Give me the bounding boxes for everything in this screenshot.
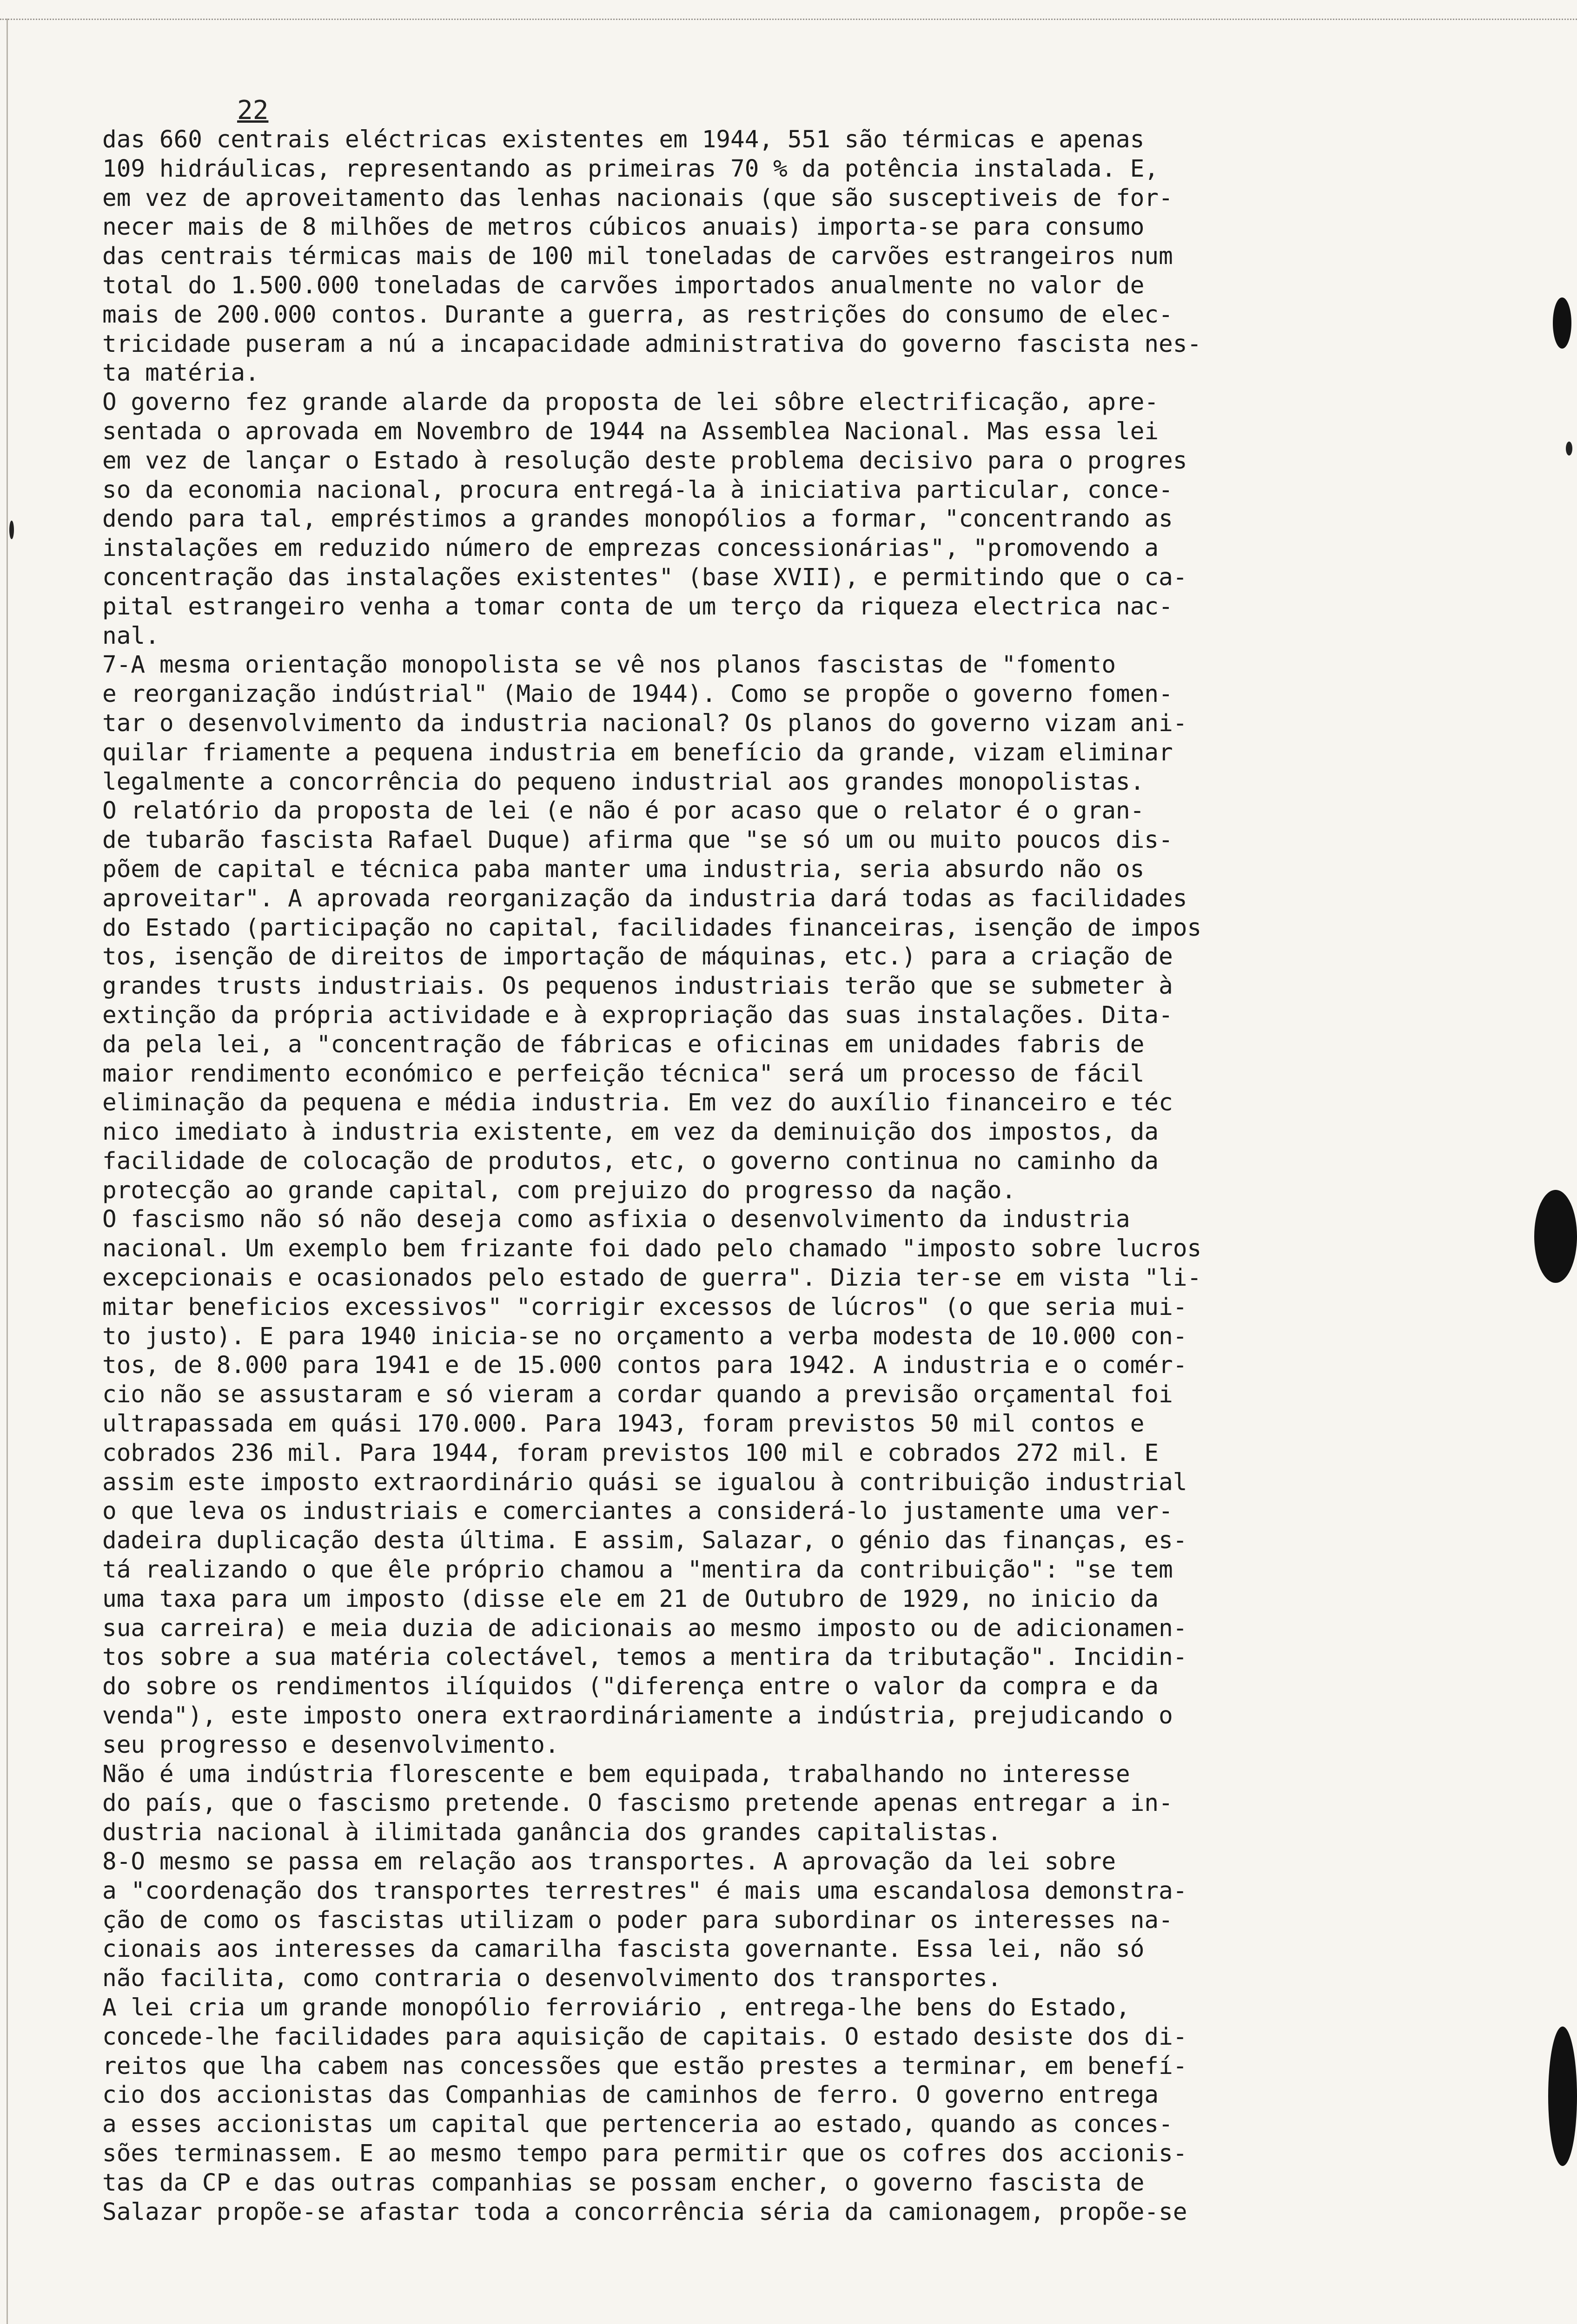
text-line: tos, de 8.000 para 1941 e de 15.000 contos para 1942. A industria e o comér- bbox=[102, 1352, 1187, 1380]
text-line: Não é uma indústria florescente e bem equipada, trabalhando no interesse bbox=[102, 1760, 1130, 1788]
text-line: mitar beneficios excessivos" "corrigir excessos de lúcros" (o que seria mui- bbox=[102, 1293, 1187, 1321]
typewritten-body bbox=[102, 125, 1534, 2227]
text-line: pital estrangeiro venha a tomar conta de um terço da riqueza electrica nac- bbox=[102, 593, 1173, 621]
text-line: concede-lhe facilidades para aquisição de capitais. O estado desiste dos di- bbox=[102, 2023, 1187, 2051]
text-line: cio não se assustaram e só vieram a cordar quando a previsão orçamental foi bbox=[102, 1381, 1173, 1409]
text-line: maior rendimento económico e perfeição técnica" será um processo de fácil bbox=[102, 1060, 1145, 1088]
text-line: o que leva os industriais e comerciantes a considerá-lo justamente uma ver- bbox=[102, 1498, 1173, 1525]
text-line: tos sobre a sua matéria colectável, temos a mentira da tributação". Incidin- bbox=[102, 1644, 1187, 1671]
text-line: to justo). E para 1940 inicia-se no orçamento a verba modesta de 10.000 con- bbox=[102, 1322, 1187, 1350]
text-line: aproveitar". A aprovada reorganização da industria dará todas as facilidades bbox=[102, 885, 1187, 912]
text-line: extinção da própria actividade e à expropriação das suas instalações. Dita- bbox=[102, 1001, 1173, 1029]
margin-dot bbox=[9, 521, 14, 539]
text-line: e reorganização indústrial" (Maio de 1944). Como se propõe o governo fomen- bbox=[102, 680, 1173, 708]
text-line: dustria nacional à ilimitada ganância dos grandes capitalistas. bbox=[102, 1819, 1002, 1847]
text-line: a esses accionistas um capital que pertenceria ao estado, quando as conces- bbox=[102, 2111, 1173, 2139]
text-line: 8-O mesmo se passa em relação aos transportes. A aprovação da lei sobre bbox=[102, 1848, 1116, 1876]
text-line: cobrados 236 mil. Para 1944, foram previstos 100 mil e cobrados 272 mil. E bbox=[102, 1439, 1159, 1467]
text-line: sua carreira) e meia duzia de adicionais ao mesmo imposto ou de adicionamen- bbox=[102, 1614, 1187, 1642]
text-line: assim este imposto extraordinário quási se igualou à contribuição industrial bbox=[102, 1468, 1187, 1496]
punch-hole-mark bbox=[1553, 297, 1571, 349]
text-line: venda"), este imposto onera extraordináriamente a indústria, prejudicando o bbox=[102, 1702, 1173, 1730]
text-line: em vez de aproveitamento das lenhas nacionais (que são susceptiveis de for- bbox=[102, 184, 1173, 212]
text-line: ção de como os fascistas utilizam o poder para subordinar os interesses na- bbox=[102, 1906, 1173, 1934]
text-line: ta matéria. bbox=[102, 359, 259, 387]
text-line: do sobre os rendimentos ilíquidos ("diferença entre o valor da compra e da bbox=[102, 1673, 1159, 1701]
text-line: O relatório da proposta de lei (e não é por acaso que o relator é o gran- bbox=[102, 797, 1145, 825]
text-line: instalações em reduzido número de emprezas concessionárias", "promovendo a bbox=[102, 535, 1159, 562]
text-line: sões terminassem. E ao mesmo tempo para permitir que os cofres dos accionis- bbox=[102, 2139, 1187, 2167]
text-line: tas da CP e das outras companhias se possam encher, o governo fascista de bbox=[102, 2169, 1145, 2197]
text-line: eliminação da pequena e média industria. Em vez do auxílio financeiro e téc bbox=[102, 1089, 1173, 1117]
text-line: põem de capital e técnica paba manter uma industria, seria absurdo não os bbox=[102, 855, 1145, 883]
text-line: a "coordenação dos transportes terrestres" é mais uma escandalosa demonstra- bbox=[102, 1877, 1187, 1905]
text-line: 7-A mesma orientação monopolista se vê nos planos fascistas de "fomento bbox=[102, 651, 1116, 679]
text-line: sentada o aprovada em Novembro de 1944 na Assemblea Nacional. Mas essa lei bbox=[102, 417, 1159, 445]
text-line: cionais aos interesses da camarilha fascista governante. Essa lei, não só bbox=[102, 1935, 1145, 1963]
text-line: da pela lei, a "concentração de fábricas e oficinas em unidades fabris de bbox=[102, 1030, 1145, 1058]
text-line: nal. bbox=[102, 622, 159, 650]
punch-hole-mark bbox=[1534, 1190, 1577, 1283]
text-line: so da economia nacional, procura entregá-la à iniciativa particular, conce- bbox=[102, 476, 1173, 504]
text-line: das centrais térmicas mais de 100 mil toneladas de carvões estrangeiros num bbox=[102, 243, 1173, 271]
text-line: do Estado (participação no capital, facilidades financeiras, isenção de impos bbox=[102, 914, 1202, 942]
text-line: cio dos accionistas das Companhias de caminhos de ferro. O governo entrega bbox=[102, 2081, 1159, 2109]
text-line: legalmente a concorrência do pequeno industrial aos grandes monopolistas. bbox=[102, 768, 1145, 796]
text-line: nacional. Um exemplo bem frizante foi dado pelo chamado "imposto sobre lucros bbox=[102, 1235, 1202, 1263]
text-line: Salazar propõe-se afastar toda a concorrência séria da camionagem, propõe-se bbox=[102, 2198, 1187, 2226]
text-line: não facilita, como contraria o desenvolvimento dos transportes. bbox=[102, 1965, 1002, 1993]
text-line: das 660 centrais eléctricas existentes em 1944, 551 são térmicas e apenas bbox=[102, 126, 1145, 153]
text-line: ultrapassada em quási 170.000. Para 1943, foram previstos 50 mil contos e bbox=[102, 1410, 1145, 1438]
text-line: excepcionais e ocasionados pelo estado de guerra". Dizia ter-se em vista "li- bbox=[102, 1264, 1202, 1292]
text-line: em vez de lançar o Estado à resolução deste problema decisivo para o progres bbox=[102, 447, 1187, 475]
text-line: O governo fez grande alarde da proposta de lei sôbre electrificação, apre- bbox=[102, 389, 1159, 416]
text-line: protecção ao grande capital, com prejuizo do progresso da nação. bbox=[102, 1176, 1016, 1204]
text-line: concentração das instalações existentes" (base XVII), e permitindo que o ca- bbox=[102, 563, 1187, 591]
text-line: total do 1.500.000 toneladas de carvões importados anualmente no valor de bbox=[102, 271, 1145, 299]
text-line: do país, que o fascismo pretende. O fascismo pretende apenas entregar a in- bbox=[102, 1789, 1173, 1817]
text-line: tos, isenção de direitos de importação de máquinas, etc.) para a criação de bbox=[102, 943, 1173, 971]
text-line: necer mais de 8 milhões de metros cúbicos anuais) importa-se para consumo bbox=[102, 213, 1145, 241]
text-line: mais de 200.000 contos. Durante a guerra, as restrições do consumo de elec- bbox=[102, 301, 1173, 329]
text-line: tá realizando o que êle próprio chamou a "mentira da contribuição": "se tem bbox=[102, 1556, 1173, 1584]
text-line: uma taxa para um imposto (disse ele em 21 de Outubro de 1929, no inicio da bbox=[102, 1585, 1159, 1613]
page-number: 22 bbox=[237, 95, 269, 125]
text-line: seu progresso e desenvolvimento. bbox=[102, 1731, 559, 1759]
text-line: dendo para tal, empréstimos a grandes monopólios a formar, "concentrando as bbox=[102, 505, 1173, 533]
text-line: O fascismo não só não deseja como asfixia o desenvolvimento da industria bbox=[102, 1206, 1130, 1234]
margin-dot bbox=[1566, 442, 1572, 456]
left-margin-line bbox=[7, 19, 8, 2324]
text-line: de tubarão fascista Rafael Duque) afirma que "se só um ou muito poucos dis- bbox=[102, 826, 1173, 854]
text-line: facilidade de colocação de produtos, etc, o governo continua no caminho da bbox=[102, 1147, 1159, 1175]
text-line: tricidade puseram a nú a incapacidade administrativa do governo fascista nes- bbox=[102, 330, 1202, 358]
text-line: A lei cria um grande monopólio ferroviário , entrega-lhe bens do Estado, bbox=[102, 1994, 1130, 2021]
text-line: dadeira duplicação desta última. E assim, Salazar, o génio das finanças, es- bbox=[102, 1527, 1187, 1555]
text-line: tar o desenvolvimento da industria nacional? Os planos do governo vizam ani- bbox=[102, 709, 1187, 737]
punch-hole-mark bbox=[1548, 2027, 1577, 2166]
top-dotted-edge bbox=[0, 19, 1577, 21]
text-line: 109 hidráulicas, representando as primeiras 70 % da potência instalada. E, bbox=[102, 155, 1159, 183]
text-line: nico imediato à industria existente, em vez da deminuição dos impostos, da bbox=[102, 1118, 1159, 1146]
text-line: quilar friamente a pequena industria em benefício da grande, vizam eliminar bbox=[102, 739, 1173, 766]
text-line: reitos que lha cabem nas concessões que estão prestes a terminar, em benefí- bbox=[102, 2052, 1187, 2080]
text-line: grandes trusts industriais. Os pequenos industriais terão que se submeter à bbox=[102, 972, 1173, 1000]
